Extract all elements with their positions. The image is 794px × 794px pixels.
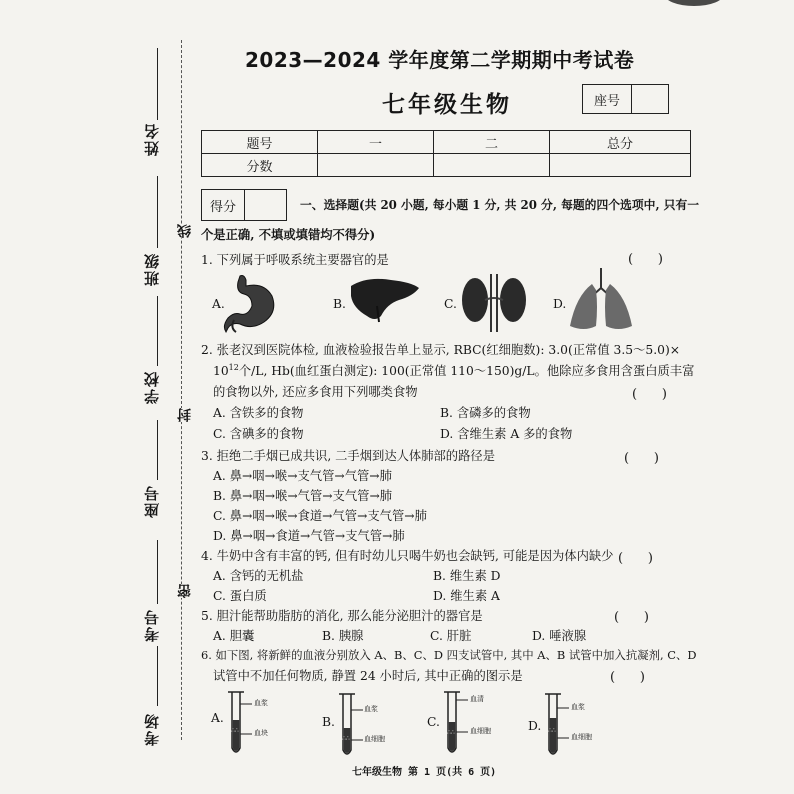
score-table-cell: 一 <box>318 131 434 154</box>
test-tube-d-icon <box>541 690 603 762</box>
section-score-field[interactable] <box>245 190 286 220</box>
exam-title: 2023—2024 学年度第二学期期中考试卷 <box>245 48 635 72</box>
option-label: D. <box>553 297 567 311</box>
tube-letter: A. <box>211 711 224 725</box>
option-label: C. <box>444 297 457 311</box>
tube-bottom-label: 血细胞 <box>470 727 491 735</box>
seat-number-label: 座号 <box>583 85 632 113</box>
name-blank <box>157 48 158 120</box>
class-blank <box>157 176 158 248</box>
option-text: C. 蛋白质 <box>213 589 267 603</box>
option-text: C. 鼻→咽→喉→食道→气管→支气管→肺 <box>213 509 427 523</box>
option-text: D. 唾液腺 <box>532 629 587 643</box>
seat-number-field[interactable] <box>632 85 668 113</box>
option-label: B. <box>333 297 346 311</box>
section-score-label: 得分 <box>202 190 245 220</box>
option-text: B. 鼻→咽→喉→气管→支气管→肺 <box>213 489 393 503</box>
test-tube-b-icon <box>335 690 397 762</box>
section-heading: 一、选择题(共 20 小题, 每小题 1 分, 共 20 分, 每题的四个选项中, 只有一 <box>300 198 700 212</box>
lung-icon <box>566 266 636 334</box>
class-label: 班级 <box>143 252 161 286</box>
ink-blot <box>664 0 724 6</box>
q2-rest: 个/L, Hb(血红蛋白测定): 100(正常值 110～150)g/L。他除应多食用含蛋白质丰富 <box>238 364 695 379</box>
question-3-stem: 3. 拒绝二手烟已成共识, 二手烟到达人体肺部的路径是 <box>201 449 495 463</box>
option-text: C. 含碘多的食物 <box>213 427 304 441</box>
option-text: A. 含钙的无机盐 <box>213 569 304 583</box>
seat-number-box <box>582 84 669 114</box>
section-heading-cont: 个是正确, 不填或填错均不得分) <box>201 227 376 242</box>
option-text: D. 鼻→咽→食道→气管→支气管→肺 <box>213 529 405 543</box>
exam-no-blank <box>157 540 158 604</box>
tube-top-label: 血浆 <box>364 705 378 713</box>
tube-letter: C. <box>427 715 440 729</box>
answer-paren[interactable]: ( ) <box>624 451 659 466</box>
seat-label: 座号 <box>143 484 161 518</box>
question-4-stem: 4. 牛奶中含有丰富的钙, 但有时幼儿只喝牛奶也会缺钙, 可能是因为体内缺少 <box>201 549 614 563</box>
score-input-cell[interactable] <box>318 154 434 177</box>
option-text: C. 肝脏 <box>430 629 472 643</box>
svg-text:∴∴: ∴∴ <box>447 729 455 736</box>
question-2-stem-cont: 的食物以外, 还应多食用下列哪类食物 <box>213 385 418 399</box>
option-label: A. <box>212 297 225 311</box>
question-1-stem: 1. 下列属于呼吸系统主要器官的是 <box>201 253 389 267</box>
tube-bottom-label: 血细胞 <box>364 735 385 743</box>
score-table-cell: 总分 <box>550 131 691 154</box>
score-table-cell: 题号 <box>202 131 318 154</box>
option-text: A. 胆囊 <box>213 629 255 643</box>
tube-letter: B. <box>322 715 335 729</box>
school-label: 学校 <box>143 370 161 404</box>
seal-dashed-line <box>181 40 182 740</box>
seal-char-line: 线 <box>177 224 193 238</box>
score-table-header-row <box>202 131 691 154</box>
tube-bottom-label: 血细胞 <box>571 733 592 741</box>
section-score-box <box>201 189 287 221</box>
seal-char-seal: 封 <box>177 408 193 422</box>
option-text: A. 含铁多的食物 <box>213 406 304 420</box>
score-table-cell: 二 <box>434 131 550 154</box>
school-blank <box>157 296 158 366</box>
option-text: B. 胰腺 <box>322 629 364 643</box>
score-table-score-row <box>202 154 691 177</box>
kidney-icon <box>458 270 530 334</box>
option-text: B. 含磷多的食物 <box>440 406 531 420</box>
option-text: A. 鼻→咽→喉→支气管→气管→肺 <box>213 469 392 483</box>
svg-text:∴∴: ∴∴ <box>548 727 556 734</box>
page-footer: 七年级生物 第 1 页(共 6 页) <box>352 767 497 778</box>
score-input-cell[interactable] <box>550 154 691 177</box>
answer-paren[interactable]: ( ) <box>610 670 645 685</box>
option-text: B. 维生素 D <box>433 569 501 583</box>
score-input-cell[interactable] <box>434 154 550 177</box>
exam-room-blank <box>157 646 158 706</box>
score-table <box>201 130 691 177</box>
svg-text:∴∴: ∴∴ <box>231 727 239 734</box>
question-2-stem-cont <box>213 364 694 377</box>
answer-paren[interactable]: ( ) <box>614 610 649 625</box>
svg-text:∴∴: ∴∴ <box>342 735 350 742</box>
seat-blank <box>157 420 158 480</box>
answer-paren[interactable]: ( ) <box>618 551 653 566</box>
score-table-cell: 分数 <box>202 154 318 177</box>
option-text: D. 含维生素 A 多的食物 <box>440 427 573 441</box>
question-2-stem: 2. 张老汉到医院体检, 血液检验报告单上显示, RBC(红细胞数): 3.0(正常值 3.5～5.0)× <box>201 343 681 357</box>
answer-paren[interactable]: ( ) <box>632 387 667 402</box>
tube-letter: D. <box>528 719 542 733</box>
exam-no-label: 考号 <box>143 608 161 642</box>
seal-char-secret: 密 <box>177 584 193 598</box>
question-5-stem: 5. 胆汁能帮助脂肪的消化, 那么能分泌胆汁的器官是 <box>201 609 483 623</box>
tube-top-label: 血浆 <box>571 703 585 711</box>
name-label: 姓名 <box>143 122 161 156</box>
q2-base: 10 <box>213 364 229 379</box>
question-6-stem-cont: 试管中不加任何物质, 静置 24 小时后, 其中正确的图示是 <box>213 669 523 683</box>
liver-icon <box>347 276 421 324</box>
stomach-icon <box>222 272 278 334</box>
option-text: D. 维生素 A <box>433 589 500 603</box>
exam-room-label: 考场 <box>143 712 161 746</box>
tube-bottom-label: 血块 <box>254 729 268 737</box>
answer-paren[interactable]: ( ) <box>628 252 663 267</box>
question-6-stem: 6. 如下图, 将新鲜的血液分别放入 A、B、C、D 四支试管中, 其中 A、B 试管中加入抗凝剂, C、D <box>201 648 697 662</box>
exam-subtitle: 七年级生物 <box>382 92 512 118</box>
tube-top-label: 血清 <box>470 695 484 703</box>
tube-top-label: 血浆 <box>254 699 268 707</box>
q2-exponent: 12 <box>228 363 239 372</box>
